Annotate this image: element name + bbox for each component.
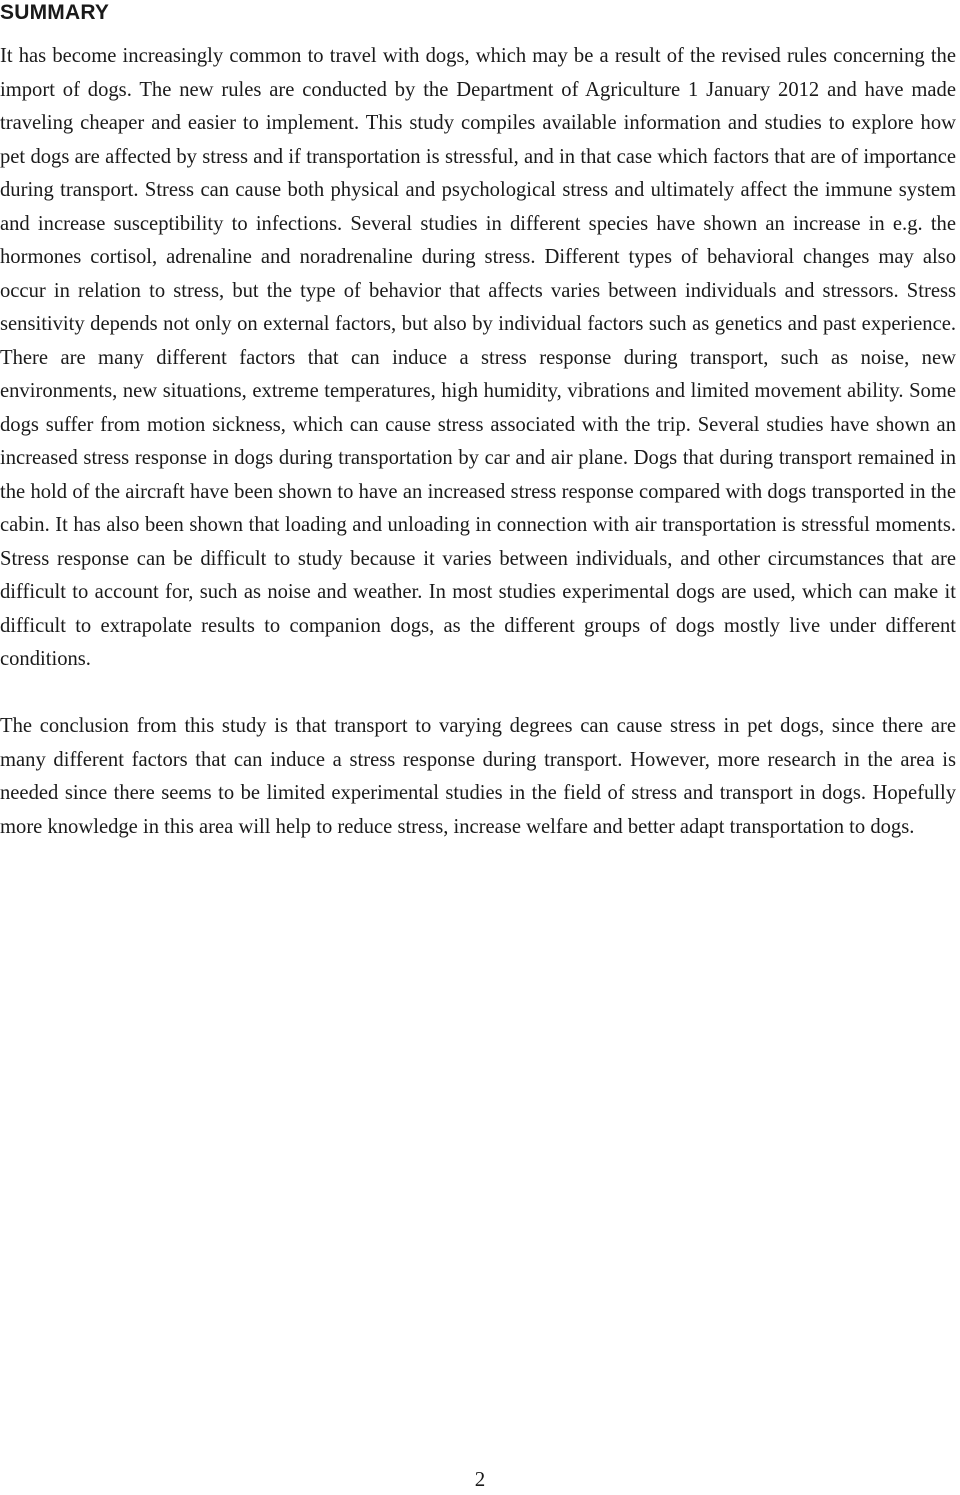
summary-paragraph-2: The conclusion from this study is that transport to varying degrees can cause stress in pet dogs, since there are many different factors that can induce a stress response during transport. However, more research in the area is needed since there seems to be limited experimental studies in the field of stress and transport in dogs. Hopefully more knowledge in this area will help to reduce stress, increase welfare and better adapt transportation to dogs. xyxy=(0,715,956,838)
section-heading: SUMMARY xyxy=(0,1,110,24)
summary-paragraph-1: It has become increasingly common to travel with dogs, which may be a result of the revised rules concerning the import of dogs. The new rules are conducted by the Department of Agriculture 1 January 2012 and have made traveling cheaper and easier to implement. This study compiles available information and studies to explore how pet dogs are affected by stress and if transportation is stressful, and in that case which factors that are of importance during transport. Stress can cause both physical and psychological stress and ultimately affect the immune system and increase susceptibility to infections. Several studies in different species have shown an increase in e.g. the hormones cortisol, adrenaline and noradrenaline during stress. Different types of behavioral changes may also occur in relation to stress, but the type of behavior that affects varies between individuals and stressors. Stress sensitivity depends not only on external factors, but also by individual factors such as genetics and past experience. There are many different factors that can induce a stress response during transport, such as noise, new environments, new situations, extreme temperatures, high humidity, vibrations and limited movement ability. Some dogs suffer from motion sickness, which can cause stress associated with the trip. Several studies have shown an increased stress response in dogs during transportation by car and air plane. Dogs that during transport remained in the hold of the aircraft have been shown to have an increased stress response compared with dogs transported in the cabin. It has also been shown that loading and unloading in connection with air transportation is stressful moments. Stress response can be difficult to study because it varies between individuals, and other circumstances that are difficult to account for, such as noise and weather. In most studies experimental dogs are used, which can make it difficult to extrapolate results to companion dogs, as the different groups of dogs mostly live under different conditions. xyxy=(0,45,956,670)
page-number: 2 xyxy=(474,1467,486,1491)
summary-body xyxy=(0,40,956,844)
